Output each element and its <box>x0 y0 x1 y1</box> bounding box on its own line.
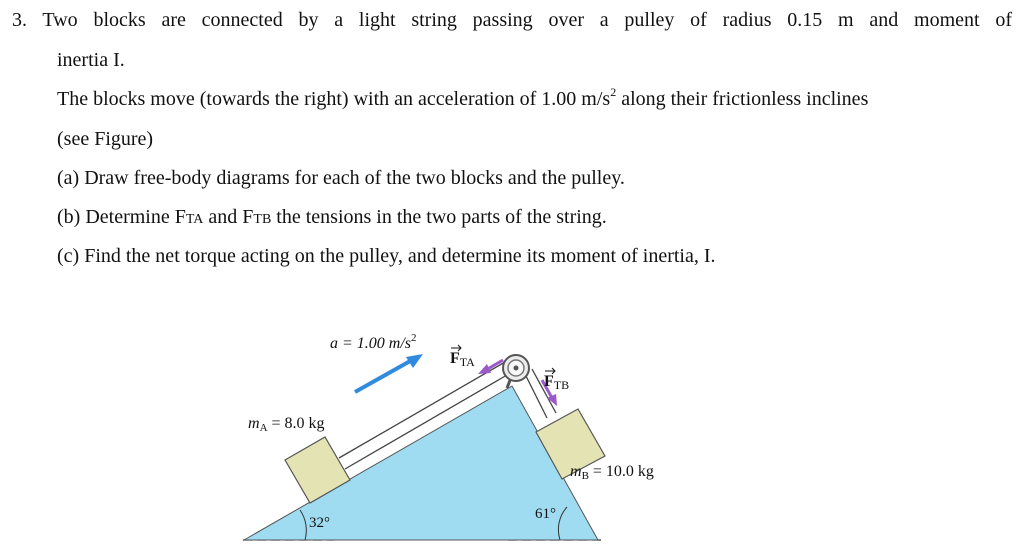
ftb-sub: TB <box>553 378 570 392</box>
problem-line-3-post: along their frictionless inclines <box>616 88 869 110</box>
acceleration-arrow-shaft <box>355 360 412 392</box>
part-b-sub-tb: TB <box>253 212 272 227</box>
problem-text-1: Two blocks are connected by a light string passing over a pulley of radius 0.15 m and moment of <box>42 9 1012 31</box>
mass-a-label <box>248 415 325 434</box>
acceleration-label <box>330 332 417 352</box>
part-a: (a) Draw free-body diagrams for each of the two blocks and the pulley. <box>57 167 625 189</box>
problem-line-3-pre: The blocks move (towards the right) with an acceleration of 1.00 m/s <box>57 88 611 110</box>
problem-line-2: inertia I. <box>57 49 125 71</box>
mass-a-value: = 8.0 kg <box>267 415 325 432</box>
ftb-f: F <box>544 373 554 390</box>
mass-a-sub: A <box>259 422 268 434</box>
problem-number: 3. <box>12 9 27 31</box>
part-b-sub-ta: TA <box>185 212 204 227</box>
angle-a-label: 32° <box>309 515 330 531</box>
fta-label <box>450 350 475 369</box>
ftb-label <box>544 373 569 392</box>
pulley-axle <box>514 366 519 371</box>
part-b-mid: and F <box>203 206 254 228</box>
mass-b-m: m <box>570 463 582 480</box>
tension-a-arrow-head <box>478 364 491 374</box>
fta-f: F <box>450 350 460 367</box>
acceleration-arrow-head <box>406 354 423 368</box>
problem-line-3-sup: 2 <box>610 85 617 99</box>
problem-line-4: (see Figure) <box>57 128 154 150</box>
part-b-post: the tensions in the two parts of the string. <box>271 206 607 228</box>
accel-sup: 2 <box>411 332 417 344</box>
part-b-pre: (b) Determine F <box>57 206 186 228</box>
mass-b-sub: B <box>581 470 589 482</box>
accel-text: a = 1.00 m/s <box>330 335 412 352</box>
mass-b-value: = 10.0 kg <box>588 463 654 480</box>
fta-sub: TA <box>459 355 475 369</box>
angle-b-label: 61° <box>535 506 556 522</box>
part-c: (c) Find the net torque acting on the pulley, and determine its moment of inertia, I. <box>57 245 716 267</box>
mass-a-m: m <box>248 415 260 432</box>
